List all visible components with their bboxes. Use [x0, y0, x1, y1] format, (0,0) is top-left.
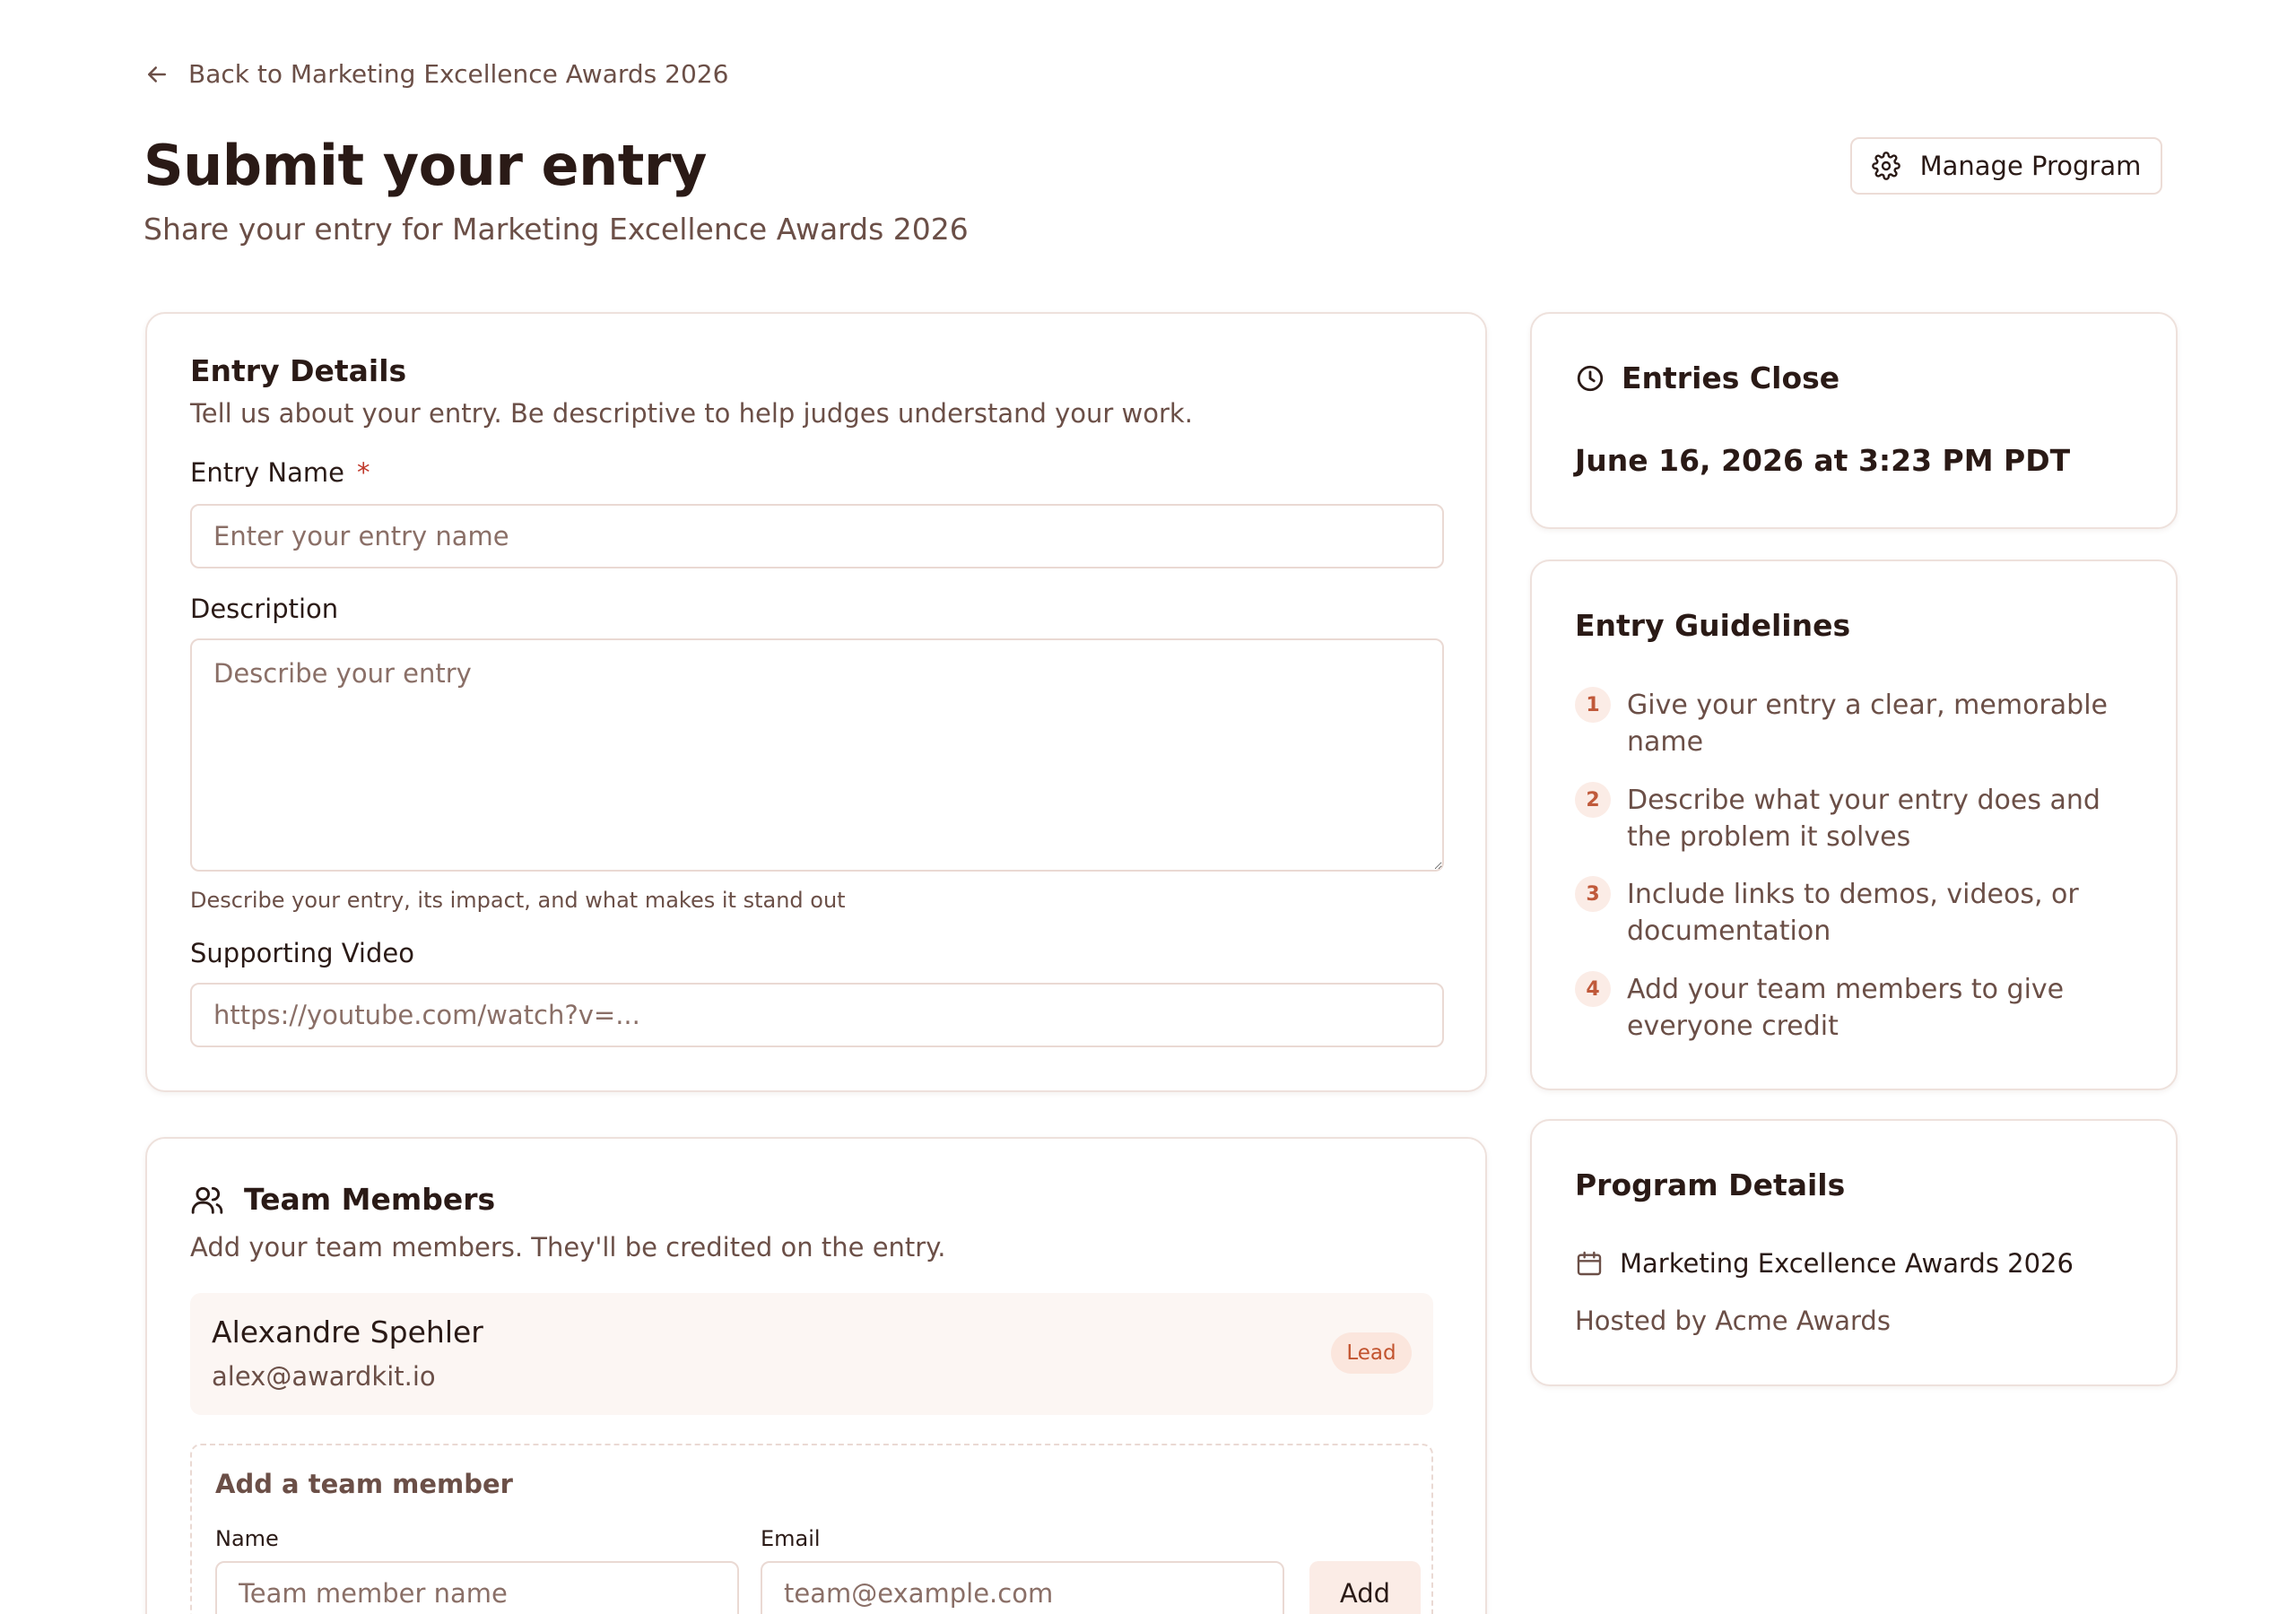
- supporting-video-input[interactable]: [190, 983, 1444, 1047]
- guideline-number: 4: [1575, 971, 1611, 1007]
- manage-program-label: Manage Program: [1919, 151, 2142, 181]
- guideline-item: [1575, 782, 2129, 855]
- guideline-item: [1575, 876, 2129, 950]
- entry-name-label-text: Entry Name: [190, 457, 344, 488]
- guideline-item: [1575, 971, 2129, 1045]
- team-member-row: [190, 1293, 1433, 1415]
- entry-name-label: [190, 457, 370, 488]
- team-members-title: Team Members: [244, 1182, 496, 1217]
- page-subtitle: Share your entry for Marketing Excellence Awards 2026: [144, 212, 969, 247]
- back-link[interactable]: [144, 59, 728, 89]
- required-mark: *: [356, 457, 370, 488]
- description-label: Description: [190, 594, 339, 624]
- guideline-text: Give your entry a clear, memorable name: [1627, 690, 2108, 758]
- guideline-number: 3: [1575, 876, 1611, 912]
- team-members-description: Add your team members. They'll be credited on the entry.: [190, 1232, 946, 1263]
- program-name: Marketing Excellence Awards 2026: [1620, 1248, 2074, 1279]
- program-name-row: [1575, 1248, 2074, 1279]
- arrow-left-icon: [144, 61, 170, 88]
- team-members-card: [145, 1137, 1487, 1614]
- entry-name-input[interactable]: [190, 504, 1444, 568]
- gear-icon: [1872, 152, 1900, 180]
- entry-details-card: [145, 312, 1487, 1092]
- entry-details-description: Tell us about your entry. Be descriptive to help judges understand your work.: [190, 398, 1193, 429]
- lead-badge: Lead: [1331, 1332, 1412, 1374]
- users-icon: [190, 1183, 224, 1217]
- entries-close-card: [1530, 312, 2178, 529]
- member-name-label: Name: [215, 1526, 279, 1551]
- add-member-button[interactable]: Add: [1309, 1561, 1421, 1614]
- guideline-item: [1575, 687, 2129, 760]
- entries-close-datetime: June 16, 2026 at 3:23 PM PDT: [1575, 443, 2071, 478]
- guideline-text: Describe what your entry does and the problem it solves: [1627, 785, 2100, 853]
- guideline-number: 1: [1575, 687, 1611, 723]
- member-name-input[interactable]: [215, 1561, 739, 1614]
- member-email-input[interactable]: [761, 1561, 1284, 1614]
- entries-close-title: Entries Close: [1622, 360, 1840, 395]
- entry-guidelines-title: Entry Guidelines: [1575, 608, 1851, 643]
- entry-guidelines-card: [1530, 560, 2178, 1090]
- supporting-video-label: Supporting Video: [190, 938, 414, 968]
- back-link-label: Back to Marketing Excellence Awards 2026: [188, 59, 729, 89]
- guideline-text: Include links to demos, videos, or documentation: [1627, 879, 2079, 947]
- description-help-text: Describe your entry, its impact, and what makes it stand out: [190, 888, 846, 913]
- add-team-member-title: Add a team member: [215, 1469, 513, 1499]
- member-email: alex@awardkit.io: [212, 1361, 436, 1392]
- team-members-header: [190, 1182, 495, 1217]
- program-details-title: Program Details: [1575, 1167, 1846, 1202]
- clock-icon: [1575, 363, 1605, 394]
- program-details-card: [1530, 1119, 2178, 1386]
- entry-details-title: Entry Details: [190, 353, 407, 388]
- add-team-member-box: [190, 1444, 1433, 1614]
- member-name: Alexandre Spehler: [212, 1315, 483, 1349]
- entries-close-header: [1575, 360, 1839, 395]
- manage-program-button[interactable]: [1850, 137, 2162, 195]
- program-host: Hosted by Acme Awards: [1575, 1306, 1891, 1336]
- page-title: Submit your entry: [144, 133, 707, 198]
- description-textarea[interactable]: [190, 638, 1444, 872]
- calendar-icon: [1575, 1249, 1604, 1278]
- guideline-number: 2: [1575, 782, 1611, 818]
- member-email-label: Email: [761, 1526, 821, 1551]
- guideline-text: Add your team members to give everyone credit: [1627, 974, 2065, 1042]
